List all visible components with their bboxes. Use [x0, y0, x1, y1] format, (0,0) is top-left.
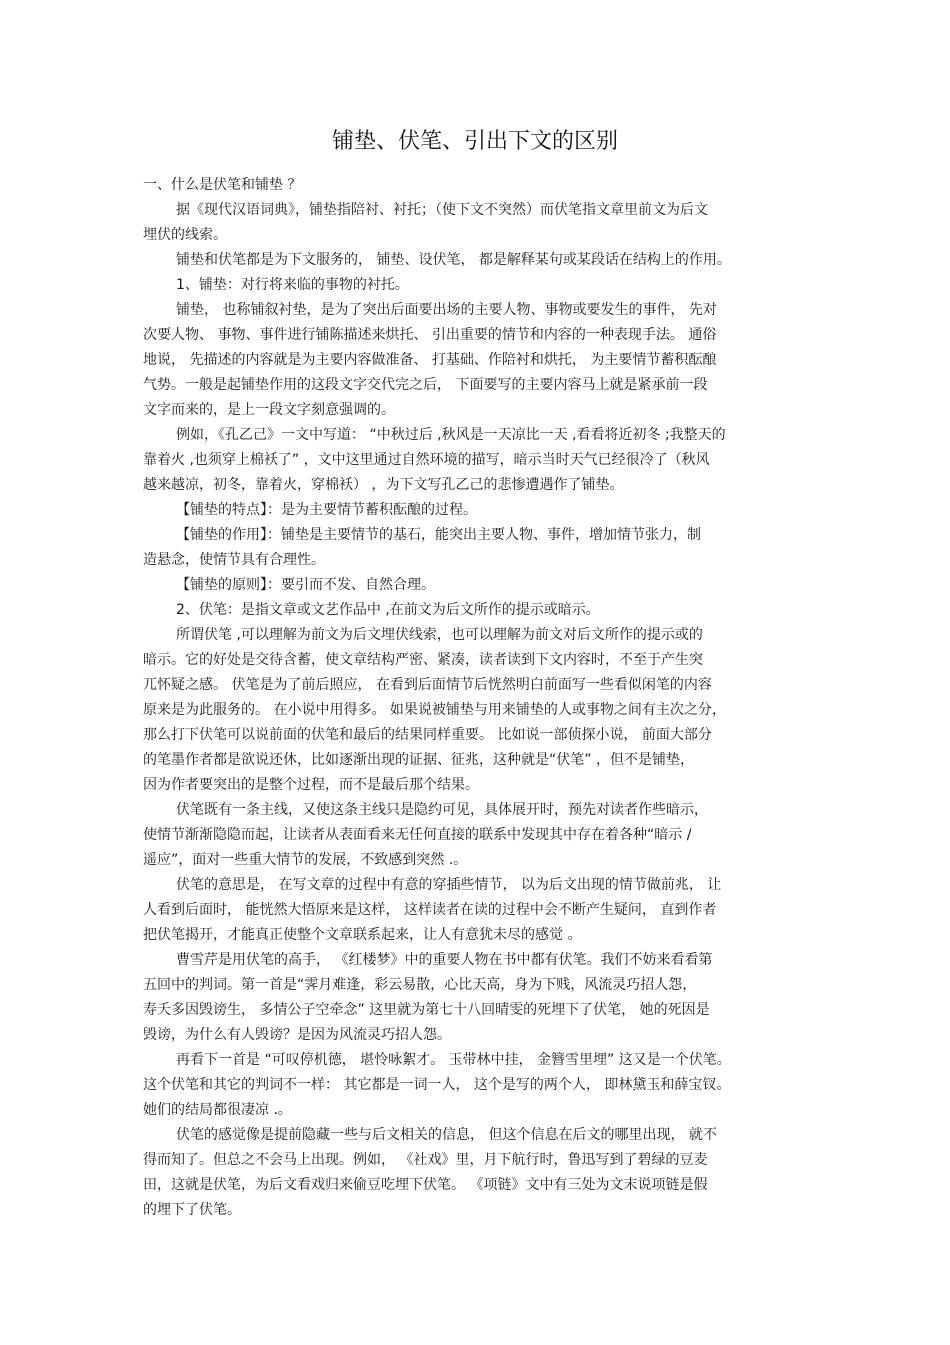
text-line: 靠着火 ,也须穿上棉袄了” ，文中这里通过自然环境的描写，暗示当时天气已经很冷了（秋风: [143, 452, 710, 468]
text-line: 田，这就是伏笔，为后文看戏归来偷豆吃埋下伏笔。 《项链》文中有三处为文末说项链是假: [143, 1177, 708, 1193]
text-line: 的笔墨作者都是欲说还休，比如逐渐出现的证据、征兆，这种就是“伏笔” ，但不是铺垫，: [143, 752, 694, 768]
text-line: 暗示。它的好处是交待含蓄，使文章结构严密、紧凑，读者读到下文内容时，不至于产生突: [143, 652, 703, 668]
text-line: 铺垫和伏笔都是为下文服务的， 铺垫、设伏笔， 都是解释某句或某段话在结构上的作用。: [176, 252, 731, 268]
text-line: 那么打下伏笔可以说前面的伏笔和最后的结果同样重要。 比如说一部侦探小说， 前面大部分: [143, 727, 712, 743]
text-line: 五回中的判词。第一首是“霁月难逢，彩云易散，心比天高，身为下贱，风流灵巧招人怨，: [143, 977, 697, 993]
text-line: 造悬念，使情节具有合理性。: [143, 552, 325, 568]
text-line: 2、伏笔：是指文章或文艺作品中 ,在前文为后文所作的提示或暗示。: [176, 602, 600, 618]
document-page: [143, 125, 807, 1223]
text-line: 地说， 先描述的内容就是为主要内容做准备、 打基础、作陪衬和烘托， 为主要情节蓄积酝酿: [143, 352, 717, 368]
text-line: 这个伏笔和其它的判词不一样： 其它都是一词一人， 这个是写的两个人， 即林黛玉和薛宝钗。: [143, 1077, 731, 1093]
text-line: 例如，《孔乙己》一文中写道： “中秋过后 ,秋风是一天凉比一天 ,看看将近初冬 ;我整天的: [176, 427, 726, 443]
text-line: 气势。一般是起铺垫作用的这段文字交代完之后， 下面要写的主要内容马上就是紧承前一段: [143, 377, 708, 393]
text-line: 【铺垫的原则】：要引而不发、自然合理。: [176, 577, 435, 593]
text-line: 把伏笔揭开，才能真正使整个文章联系起来，让人有意犹未尽的感觉 。: [143, 927, 582, 943]
text-line: 据《现代汉语词典》，铺垫指陪衬、衬托；（使下文不突然）而伏笔指文章里前文为后文: [176, 202, 708, 218]
text-line: 越来越凉，初冬，靠着火，穿棉袄） ，为下文写孔乙己的悲惨遭遇作了铺垫。: [143, 477, 624, 493]
text-line: 文字而来的，是上一段文字刻意强调的。: [143, 402, 395, 418]
text-line: 原来是为此服务的。 在小说中用得多。 如果说被铺垫与用来铺垫的人或事物之间有主次之分，: [143, 702, 726, 718]
text-line: 人看到后面时， 能恍然大悟原来是这样， 这样读者在读的过程中会不断产生疑问， 直到作者: [143, 902, 717, 918]
document-body: [143, 173, 807, 1223]
text-line: 【铺垫的特点】：是为主要情节蓄积酝酿的过程。: [176, 502, 477, 518]
text-line: 伏笔的感觉像是提前隐藏一些与后文相关的信息， 但这个信息在后文的哪里出现， 就不: [176, 1127, 717, 1143]
text-line: 伏笔的意思是， 在写文章的过程中有意的穿插些情节， 以为后文出现的情节做前兆， 让: [176, 877, 722, 893]
text-line: 曹雪芹是用伏笔的高手， 《红楼梦》中的重要人物在书中都有伏笔。我们不妨来看看第: [176, 952, 713, 968]
text-line: 一、什么是伏笔和铺垫 ？: [143, 177, 302, 193]
text-line: 再看下一首是 “可叹停机德， 堪怜咏絮才。 玉带林中挂， 金簪雪里埋” 这又是一个伏笔。: [176, 1052, 731, 1068]
text-line: 毁谤，为什么有人毁谤？是因为风流灵巧招人怨。: [143, 1027, 451, 1043]
text-line: 1、铺垫：对行将来临的事物的衬托。: [176, 277, 409, 293]
text-line: 兀怀疑之感。 伏笔是为了前后照应， 在看到后面情节后恍然明白前面写一些看似闲笔的内容: [143, 677, 712, 693]
text-line: 所谓伏笔 ,可以理解为前文为后文埋伏线索，也可以理解为前文对后文所作的提示或的: [176, 627, 703, 643]
text-line: 遥应”，面对一些重大情节的发展，不致感到突然 .。: [143, 852, 468, 868]
text-line: 的埋下了伏笔。: [143, 1202, 241, 1218]
text-line: 次要人物、 事物、事件进行铺陈描述来烘托、 引出重要的情节和内容的一种表现手法。 通俗: [143, 327, 717, 343]
text-line: 她们的结局都很凄凉 .。: [143, 1102, 292, 1118]
text-line: 因为作者要突出的是整个过程，而不是最后那个结果。: [143, 777, 479, 793]
text-line: 铺垫， 也称铺叙衬垫，是为了突出后面要出场的主要人物、事物或要发生的事件， 先对: [176, 302, 717, 318]
text-line: 【铺垫的作用】：铺垫是主要情节的基石，能突出主要人物、事件，增加情节张力，制: [176, 527, 701, 543]
text-line: 寿夭多因毁谤生， 多情公子空牵念” 这里就为第七十八回晴雯的死埋下了伏笔， 她的死因是: [143, 1002, 710, 1018]
text-line: 使情节渐渐隐隐而起，让读者从表面看来无任何直接的联系中发现其中存在着各种“暗示 /: [143, 827, 692, 843]
document-title: 铺垫、伏笔、引出下文的区别: [331, 129, 618, 154]
text-line: 埋伏的线索。: [143, 227, 227, 243]
text-line: 得而知了。但总之不会马上出现。例如， 《社戏》里，月下航行时，鲁迅写到了碧绿的豆麦: [143, 1152, 708, 1168]
text-line: 伏笔既有一条主线，又使这条主线只是隐约可见，具体展开时，预先对读者作些暗示，: [176, 802, 708, 818]
